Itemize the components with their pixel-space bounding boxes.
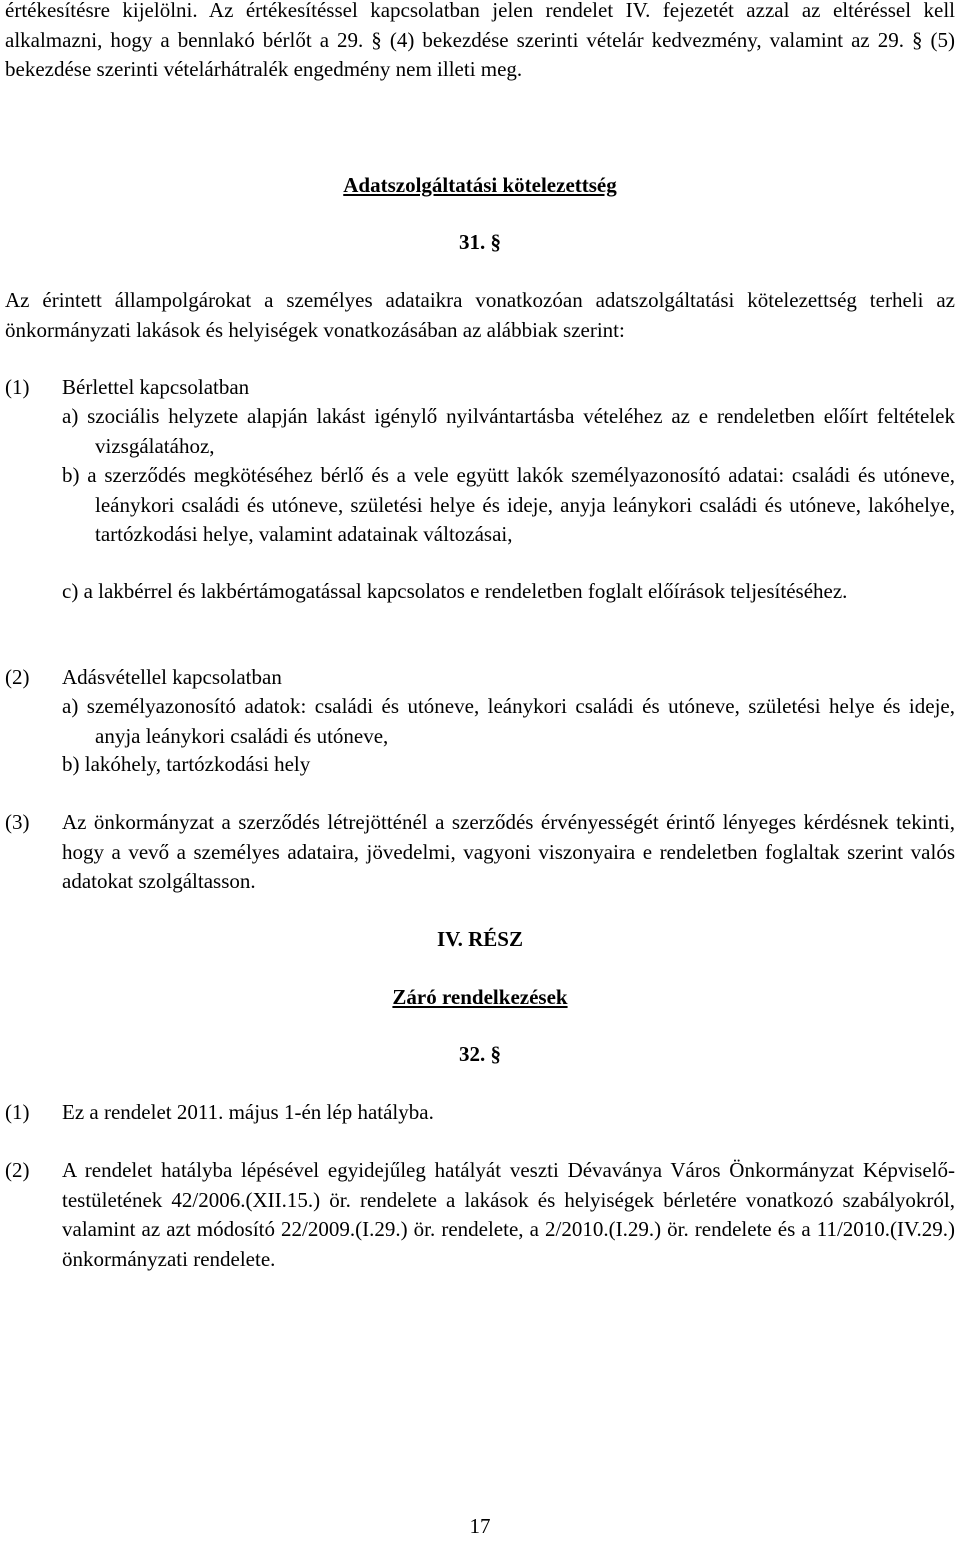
article-32-paragraph-1-number: (1) xyxy=(5,1100,30,1124)
article-32-number: 32. § xyxy=(459,1042,501,1066)
article-31-lead: Az érintett állampolgárokat a személyes adataikra vonatkozóan adatszolgáltatási kötelezettség terheli az önkormányzati lakások és helyiségek vonatkozásában az alábbiak szerint: xyxy=(5,288,955,342)
article-32-paragraph-2-text: A rendelet hatályba lépésével egyidejűleg hatályát veszti Dévaványa Város Önkormányzat Képviselő-testületének 42/2006.(XII.15.) ör. rendelete a lakások és helyiségek bérletére vonatkozó szabályokról, valamint az azt módosító 22/2009.(I.29.) ör. rendelete, a 2/2010.(I.29.) ör. rendelete és a 11/2010.(IV.29.) önkormányzati rendelete. xyxy=(62,1158,955,1271)
part-subheading: Záró rendelkezések xyxy=(392,985,568,1009)
paragraph-3-text: Az önkormányzat a szerződés létrejötténél a szerződés érvényességét érintő lényeges kérdésnek tekinti, hogy a vevő a személyes adataira, jövedelmi, vagyoni viszonyaira e rendeletben foglaltak szerint valós adatokat szolgáltasson. xyxy=(62,810,955,893)
page-number: 17 xyxy=(469,1514,491,1538)
paragraph-1-item-a: a) szociális helyzete alapján lakást igénylő nyilvántartásba vételéhez az e rendeletben előírt feltételek vizsgálatához, xyxy=(62,404,955,458)
article-32-paragraph-2-number: (2) xyxy=(5,1158,30,1182)
article-32-paragraph-1-text: Ez a rendelet 2011. május 1-én lép hatályba. xyxy=(62,1100,434,1124)
paragraph-2-title: Adásvétellel kapcsolatban xyxy=(62,665,282,689)
paragraph-1-item-b: b) a szerződés megkötéséhez bérlő és a vele együtt lakók személyazonosító adatai: családi és utóneve, leánykori családi és utóneve, születési helye és ideje, anyja leánykori családi és utóneve, lakóhelye, tartózkodási helye, valamint adatainak változásai, xyxy=(62,463,955,546)
paragraph-1-title: Bérlettel kapcsolatban xyxy=(62,375,250,399)
paragraph-1-number: (1) xyxy=(5,375,30,399)
paragraph-2-item-a: a) személyazonosító adatok: családi és utóneve, leánykori családi és utóneve, születési helye és ideje, anyja leánykori családi és utóneve, xyxy=(62,694,955,748)
paragraph-2-item-b: b) lakóhely, tartózkodási hely xyxy=(62,752,311,776)
paragraph-2-number: (2) xyxy=(5,665,30,689)
article-31-number: 31. § xyxy=(459,230,501,254)
section-heading: Adatszolgáltatási kötelezettség xyxy=(343,173,617,197)
paragraph-3-number: (3) xyxy=(5,810,30,834)
paragraph-1-item-c: c) a lakbérrel és lakbértámogatással kapcsolatos e rendeletben foglalt előírások teljesítéséhez. xyxy=(62,579,848,603)
intro-paragraph: értékesítésre kijelölni. Az értékesítéssel kapcsolatban jelen rendelet IV. fejezetét azzal az eltéréssel kell alkalmazni, hogy a bennlakó bérlőt a 29. § (4) bekezdése szerinti vételár kedvezmény, valamint az 29. § (5) bekezdése szerinti vételárhátralék engedmény nem illeti meg. xyxy=(5,0,955,81)
part-heading: IV. RÉSZ xyxy=(437,927,523,951)
